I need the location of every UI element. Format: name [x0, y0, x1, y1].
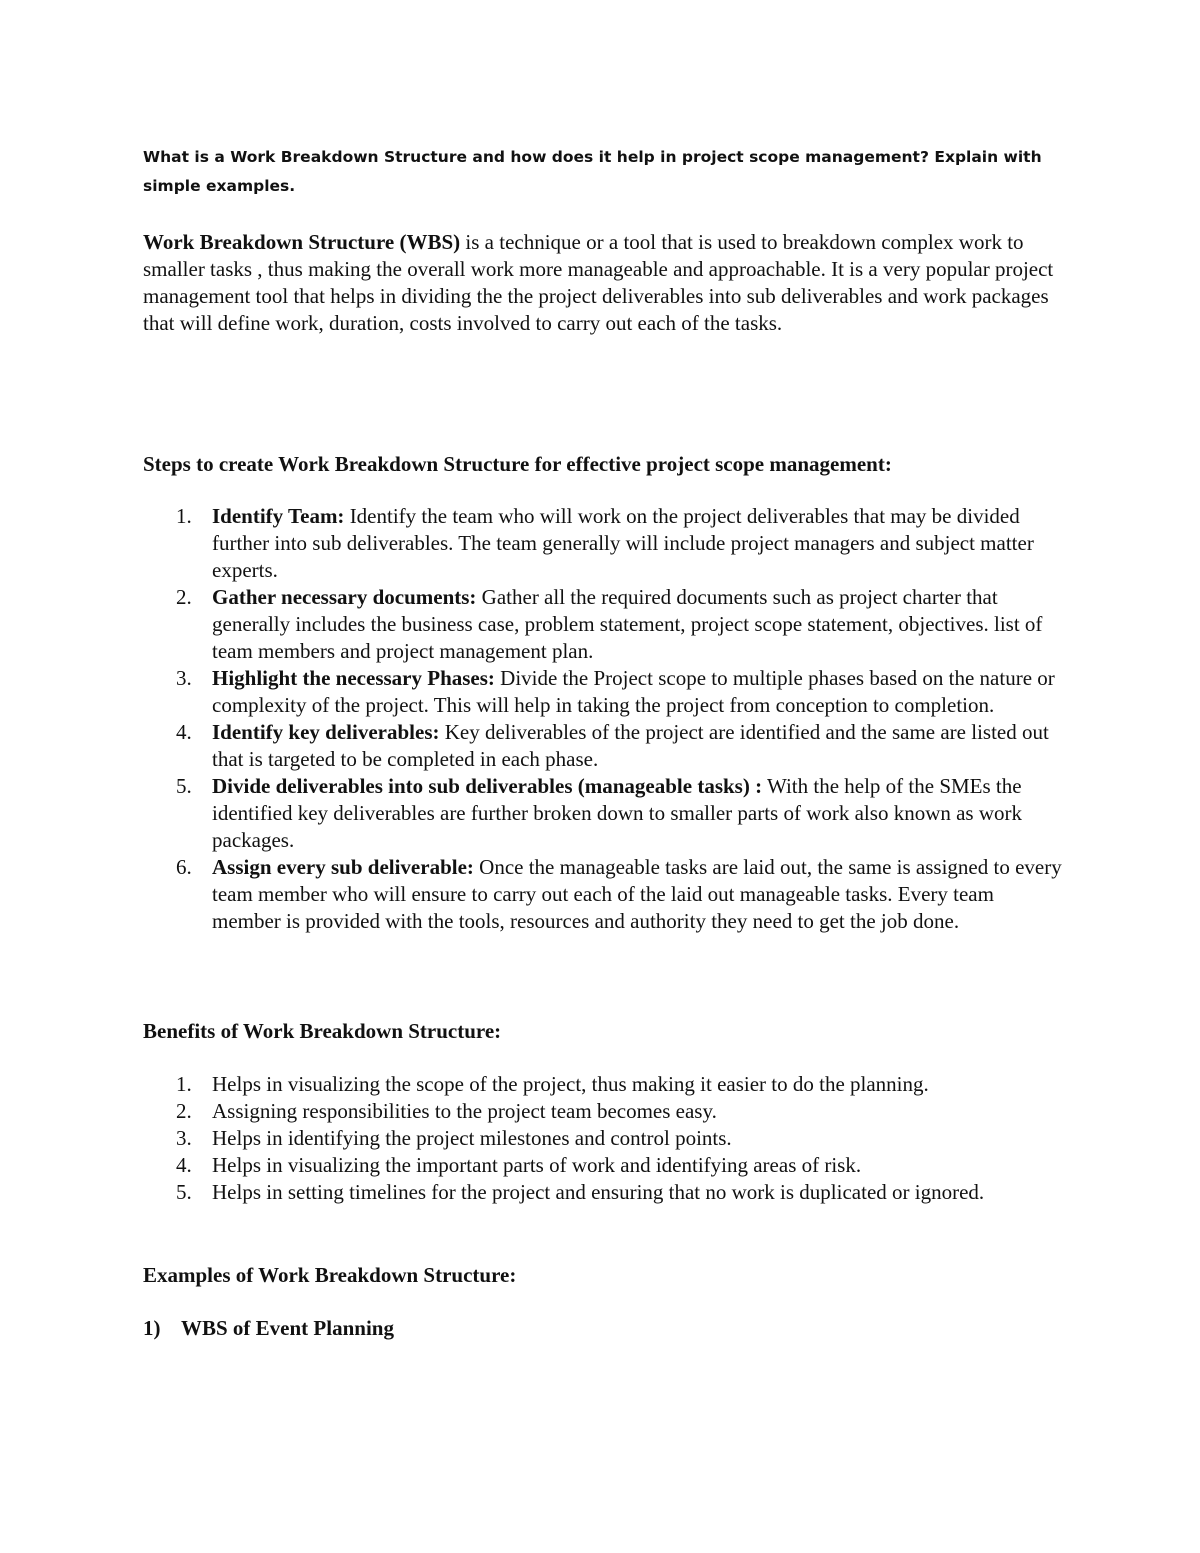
step-label: Gather necessary documents:	[212, 585, 477, 609]
step-text: Once the manageable tasks are laid out, the same is assigned to every team member who will ensure to carry out each of the laid out manageable tasks. Every team member is provided with the tools, resources and authority they need to get the job done.	[212, 855, 1062, 933]
list-item	[143, 1152, 1068, 1179]
list-number: 3.	[176, 1126, 192, 1150]
example-heading	[143, 1315, 394, 1342]
step-label: Identify key deliverables:	[212, 720, 440, 744]
list-item	[143, 1125, 1068, 1152]
step-text: Identify the team who will work on the project deliverables that may be divided further into sub deliverables. The team generally will include project managers and subject matter experts.	[212, 504, 1034, 582]
list-number: 2.	[176, 585, 192, 609]
list-item	[143, 665, 1068, 719]
steps-list	[143, 503, 1068, 935]
list-number: 5.	[176, 1180, 192, 1204]
list-item	[143, 1179, 1068, 1206]
list-item	[143, 503, 1068, 584]
question-heading: What is a Work Breakdown Structure and how does it help in project scope management? Explain with simple examples.	[143, 148, 1042, 195]
step-label: Identify Team:	[212, 504, 345, 528]
benefit-text: Helps in visualizing the scope of the project, thus making it easier to do the planning.	[212, 1072, 929, 1096]
benefit-text: Helps in setting timelines for the project and ensuring that no work is duplicated or ignored.	[212, 1180, 985, 1204]
list-item	[143, 719, 1068, 773]
benefit-text: Helps in identifying the project milestones and control points.	[212, 1126, 732, 1150]
step-label: Assign every sub deliverable:	[212, 855, 474, 879]
list-number: 1.	[176, 504, 192, 528]
list-item	[143, 854, 1068, 935]
step-text: Gather all the required documents such as project charter that generally includes the business case, problem statement, project scope statement, objectives. list of team members and project management plan.	[212, 585, 1043, 663]
benefits-heading: Benefits of Work Breakdown Structure:	[143, 1019, 502, 1043]
intro-paragraph	[143, 229, 1068, 337]
list-item	[143, 584, 1068, 665]
intro-term: Work Breakdown Structure (WBS)	[143, 230, 461, 254]
steps-heading: Steps to create Work Breakdown Structure for effective project scope management:	[143, 452, 892, 476]
benefit-text: Helps in visualizing the important parts of work and identifying areas of risk.	[212, 1153, 862, 1177]
list-number: 2.	[176, 1099, 192, 1123]
list-number: 4.	[176, 1153, 192, 1177]
step-text: Divide the Project scope to multiple phases based on the nature or complexity of the project. This will help in taking the project from conception to completion.	[212, 666, 1055, 717]
step-text: Key deliverables of the project are identified and the same are listed out that is targeted to be completed in each phase.	[212, 720, 1049, 771]
list-item	[143, 773, 1068, 854]
examples-heading: Examples of Work Breakdown Structure:	[143, 1263, 517, 1287]
list-number: 3.	[176, 666, 192, 690]
benefit-text: Assigning responsibilities to the project team becomes easy.	[212, 1099, 717, 1123]
list-number: 4.	[176, 720, 192, 744]
list-number: 5.	[176, 774, 192, 798]
example-title: WBS of Event Planning	[181, 1316, 394, 1340]
step-text: With the help of the SMEs the identified key deliverables are further broken down to smaller parts of work also known as work packages.	[212, 774, 1023, 852]
list-number: 1.	[176, 1072, 192, 1096]
step-label: Divide deliverables into sub deliverables (manageable tasks) :	[212, 774, 763, 798]
step-label: Highlight the necessary Phases:	[212, 666, 495, 690]
list-item	[143, 1071, 1068, 1098]
list-item	[143, 1098, 1068, 1125]
benefits-list	[143, 1071, 1068, 1206]
intro-text: is a technique or a tool that is used to breakdown complex work to smaller tasks , thus making the overall work more manageable and approachable. It is a very popular project management tool that helps in dividing the the project deliverables into sub deliverables and work packages that will define work, duration, costs involved to carry out each of the tasks.	[143, 230, 1054, 335]
list-number: 6.	[176, 855, 192, 879]
example-number: 1)	[143, 1316, 161, 1340]
